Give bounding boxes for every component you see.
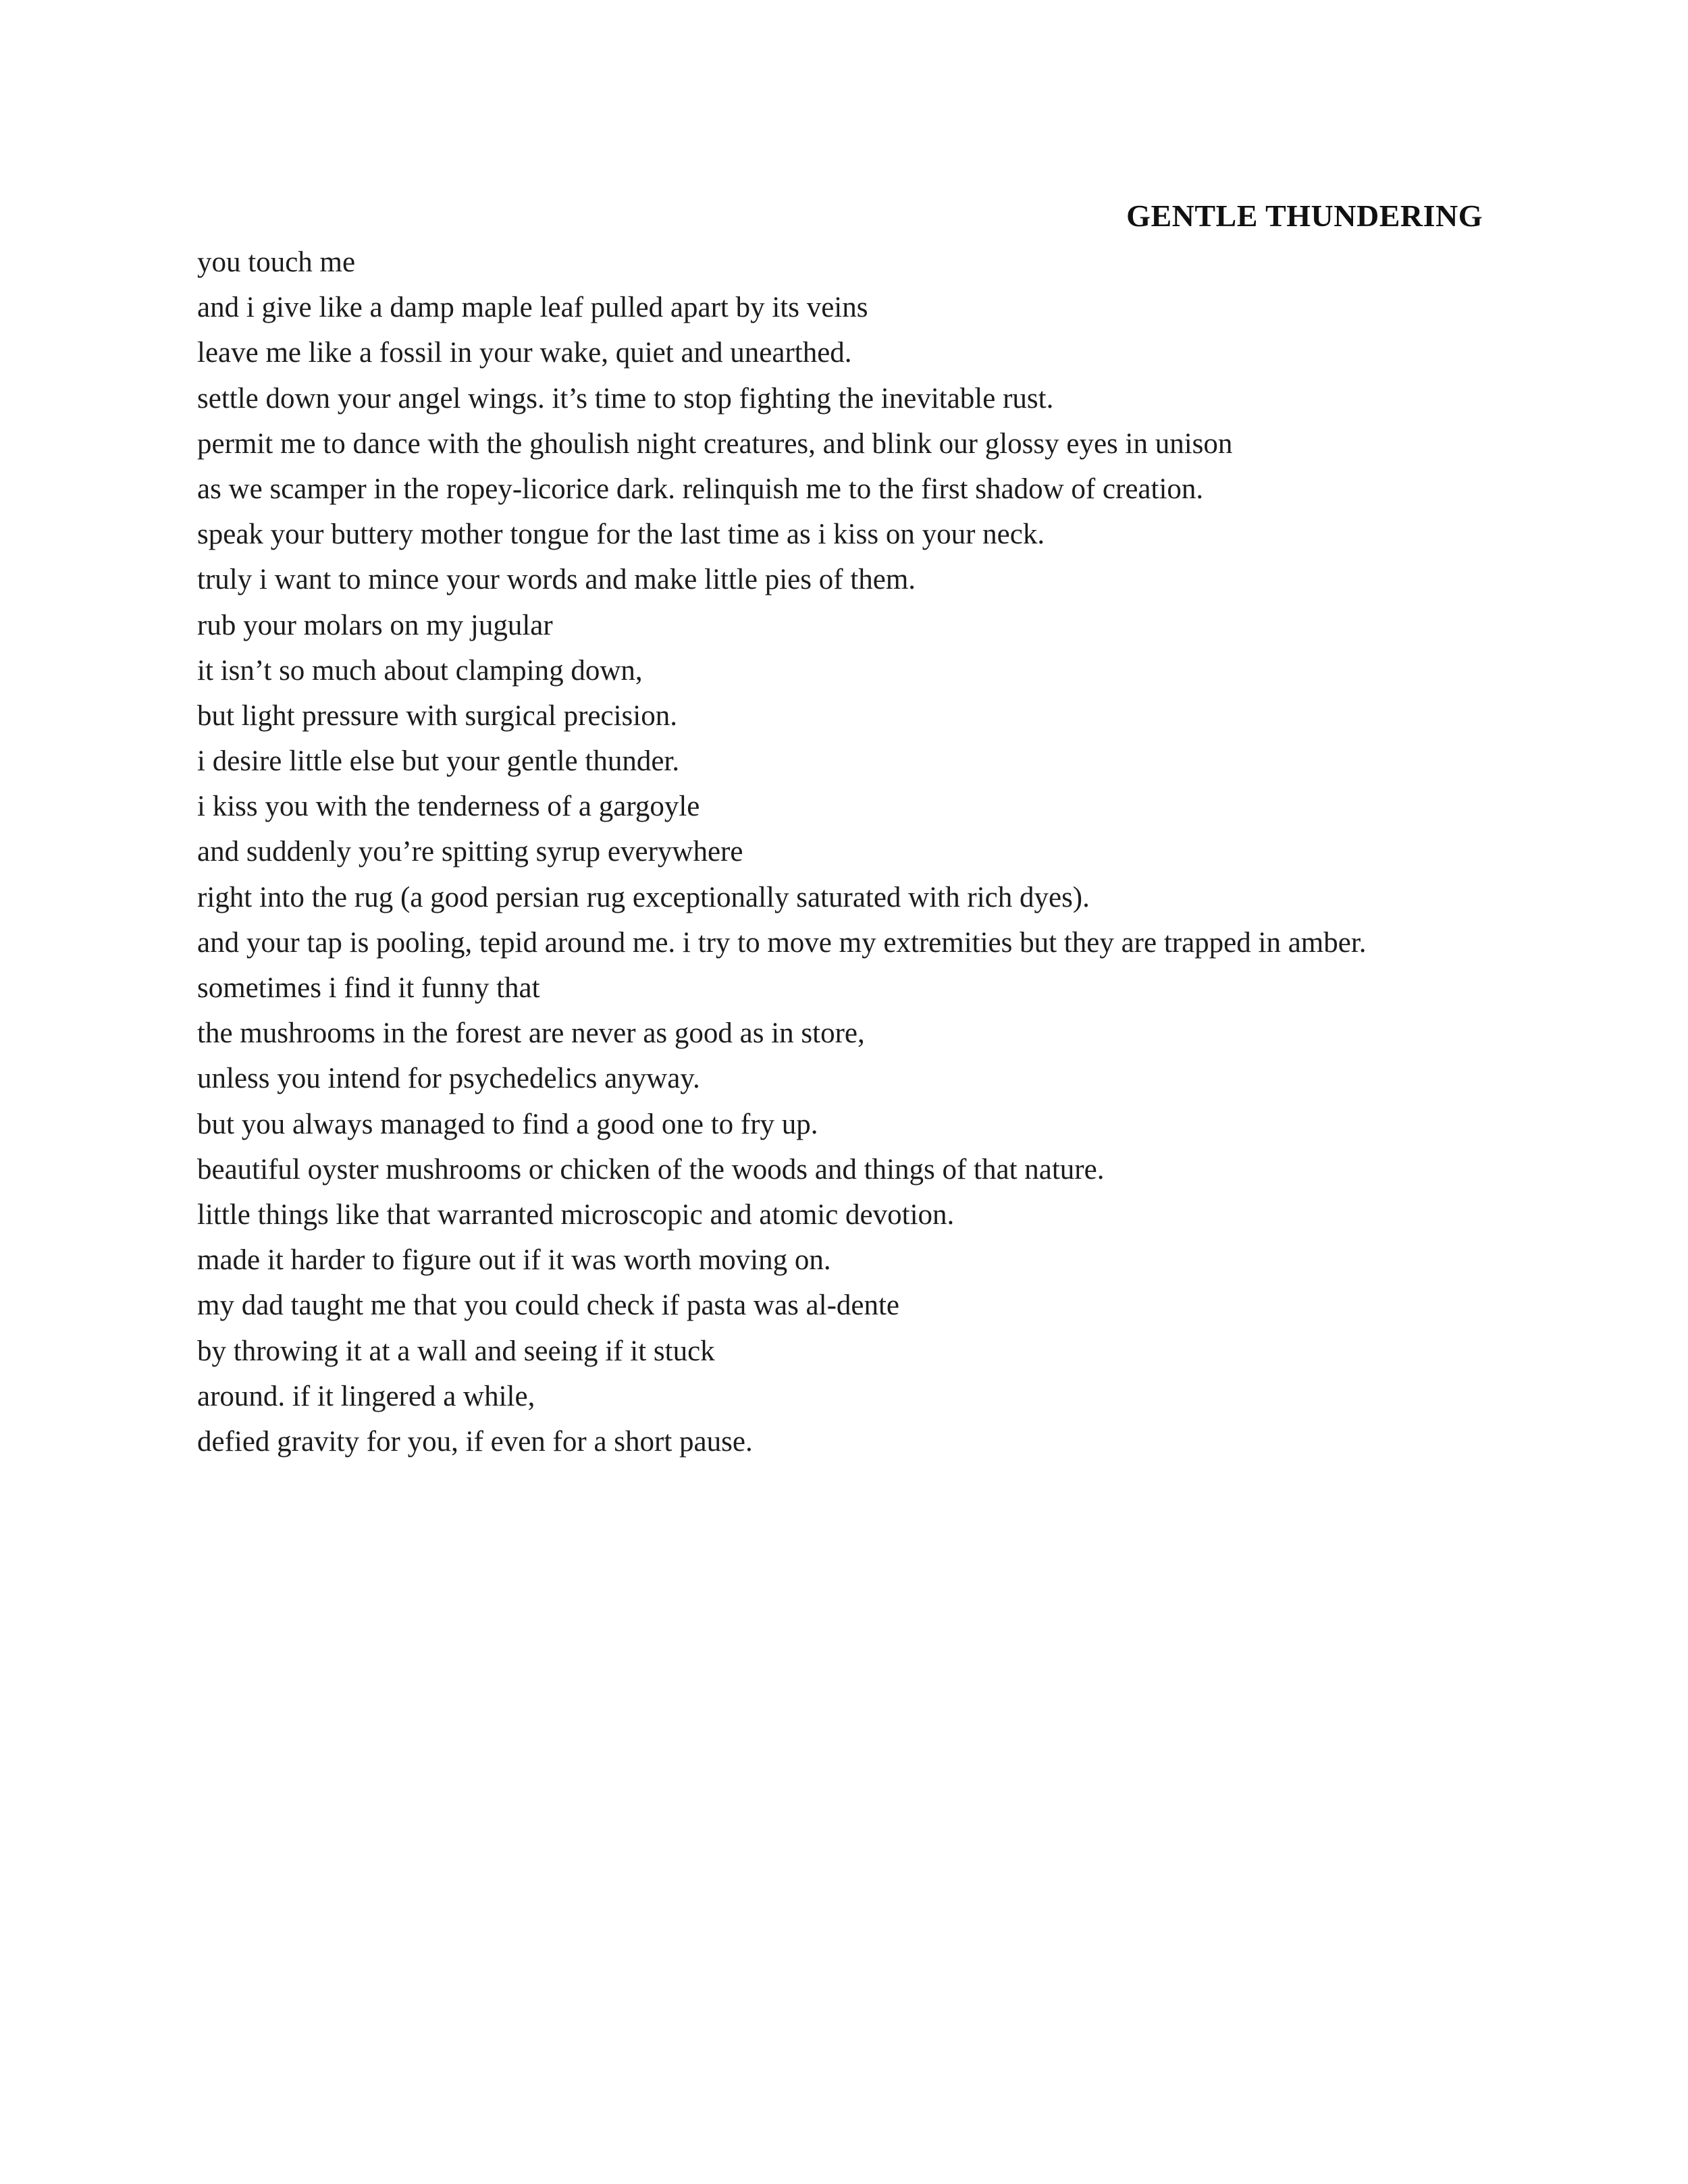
poem-line: rub your molars on my jugular xyxy=(197,609,553,641)
poem-line: sometimes i find it funny that xyxy=(197,972,540,1004)
poem-line: right into the rug (a good persian rug exceptionally saturated with rich dyes). xyxy=(197,881,1090,913)
poem-line: little things like that warranted microscopic and atomic devotion. xyxy=(197,1198,955,1231)
poem-line: speak your buttery mother tongue for the last time as i kiss on your neck. xyxy=(197,518,1045,551)
poem-line: beautiful oyster mushrooms or chicken of the woods and things of that nature. xyxy=(197,1153,1105,1186)
poem-line: my dad taught me that you could check if pasta was al-dente xyxy=(197,1289,900,1322)
poem-line: and suddenly you’re spitting syrup everywhere xyxy=(197,836,743,868)
poem-line: defied gravity for you, if even for a short pause. xyxy=(197,1425,753,1458)
poem-line: leave me like a fossil in your wake, quiet and unearthed. xyxy=(197,337,852,369)
poem-line: and your tap is pooling, tepid around me. i try to move my extremities but they are trapped in amber. xyxy=(197,926,1367,959)
poem-line: permit me to dance with the ghoulish night creatures, and blink our glossy eyes in unison xyxy=(197,427,1233,460)
poem-line: and i give like a damp maple leaf pulled apart by its veins xyxy=(197,292,868,324)
poem-line: settle down your angel wings. it’s time to stop fighting the inevitable rust. xyxy=(197,382,1054,415)
poem-line: truly i want to mince your words and make little pies of them. xyxy=(197,564,916,596)
poem-line: it isn’t so much about clamping down, xyxy=(197,654,643,687)
poem-line: made it harder to figure out if it was worth moving on. xyxy=(197,1244,831,1277)
poem-line: the mushrooms in the forest are never as good as in store, xyxy=(197,1017,865,1050)
poem-line: around. if it lingered a while, xyxy=(197,1380,535,1412)
poem-line: but light pressure with surgical precision. xyxy=(197,699,677,732)
poem-line: but you always managed to find a good one to fry up. xyxy=(197,1108,818,1140)
poem-line: i desire little else but your gentle thunder. xyxy=(197,745,680,778)
poem-body xyxy=(197,240,1514,1464)
poem-line: unless you intend for psychedelics anyway. xyxy=(197,1063,700,1095)
poem-line: as we scamper in the ropey-licorice dark. relinquish me to the first shadow of creation. xyxy=(197,473,1204,505)
poem-line: i kiss you with the tenderness of a gargoyle xyxy=(197,791,700,823)
poem-title: GENTLE THUNDERING xyxy=(1126,198,1483,233)
poem-line: you touch me xyxy=(197,246,356,278)
poem-line: by throwing it at a wall and seeing if it stuck xyxy=(197,1335,715,1367)
